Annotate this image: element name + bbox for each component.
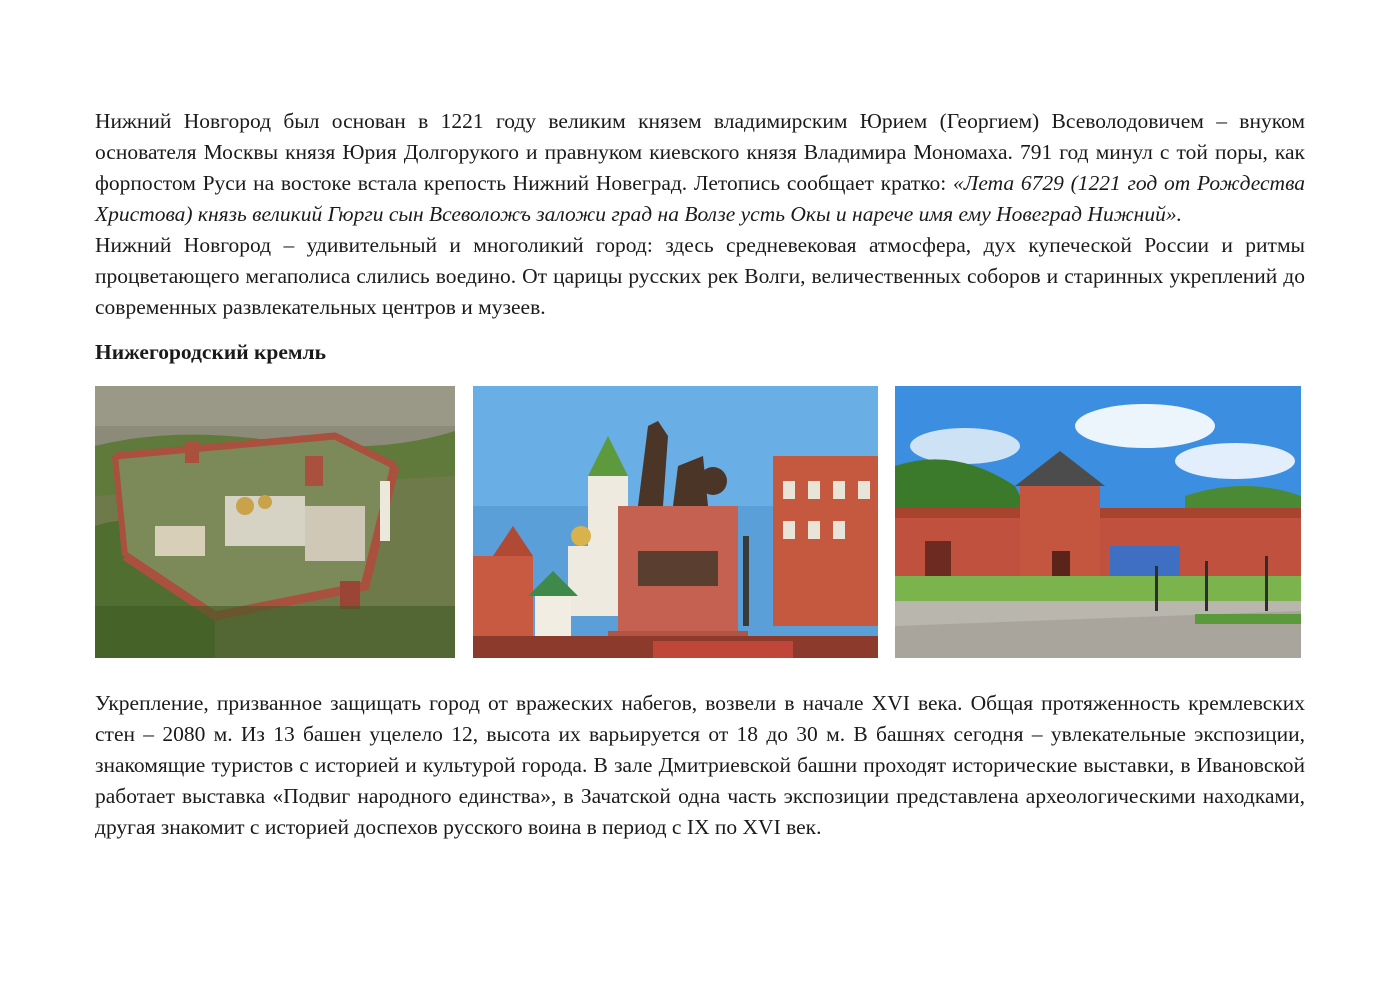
- document-page: [95, 106, 1305, 843]
- intro-paragraph: [95, 106, 1305, 230]
- kremlin-description-paragraph: Укрепление, призванное защищать город от вражеских набегов, возвели в начале XVI века. Общая протяженность кремлевских стен – 2080 м. Из 13 башен уцелело 12, высота их варьируется от 18 до 30 м. В башнях сегодня – увлекательные экспозиции, знакомящие туристов с историей и культурой города. В зале Дмитриевской башни проходят исторические выставки, в Ивановской работает выставка «Подвиг народного единства», в Зачатской одна часть экспозиции представлена археологическими находками, другая знакомит с историей доспехов русского воина в период с IX по XVI век.: [95, 691, 1305, 839]
- chronicle-quote: «Лета 6729 (1221 год от Рождества Христова) князь великий Гюрги сын Всеволожъ заложи град на Волзе усть Окы и нарече имя ему Новеград Нижний».: [95, 171, 1306, 226]
- minin-pozharsky-monument-photo: [473, 386, 878, 658]
- intro-text: Нижний Новгород был основан в 1221 году великим князем владимирским Юрием (Георгием) Всеволодовичем – внуком основателя Москвы князя Юрия Долгорукого и правнуком киевского князя Владимира Мономаха. 791 год минул с той поры, как форпостом Руси на востоке встала крепость Нижний Новеград. Летопись сообщает кратко:: [95, 109, 1305, 195]
- kremlin-aerial-photo: [95, 386, 455, 658]
- photo-row: [95, 386, 1305, 658]
- kremlin-tower-photo: [895, 386, 1301, 658]
- city-description-paragraph: Нижний Новгород – удивительный и многоликий город: здесь средневековая атмосфера, дух купеческой России и ритмы процветающего мегаполиса слились воедино. От царицы русских рек Волги, величественных соборов и старинных укреплений до современных развлекательных центров и музеев.: [95, 233, 1305, 319]
- section-heading: Нижегородский кремль: [95, 340, 326, 364]
